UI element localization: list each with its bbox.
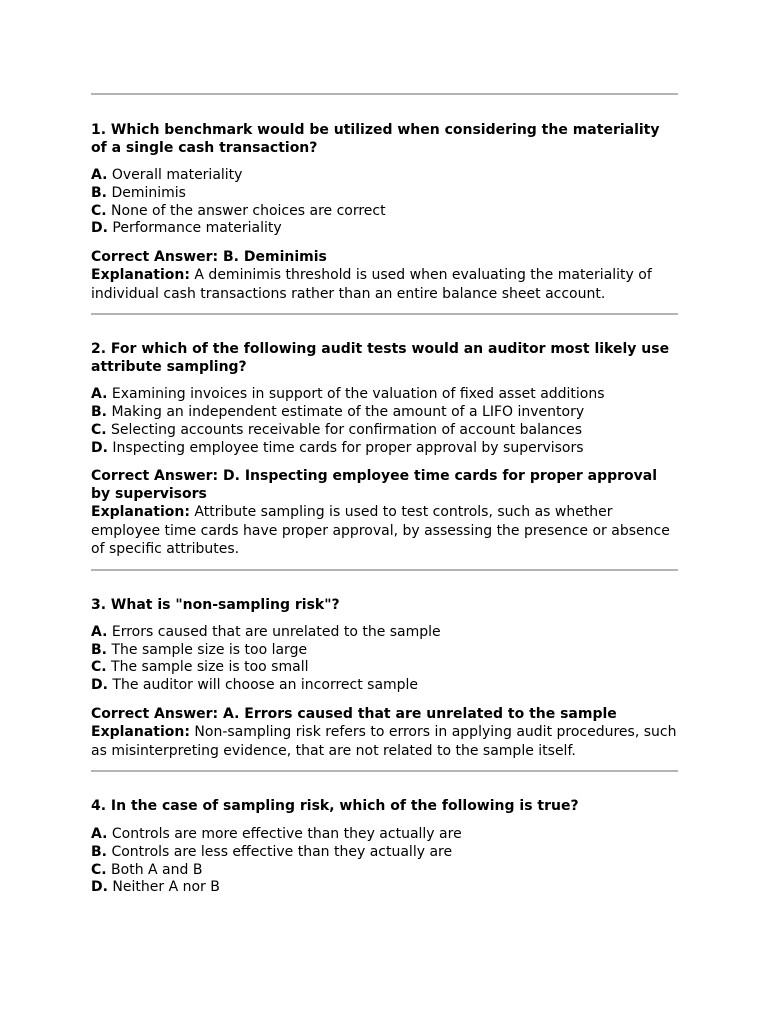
answer-block bbox=[91, 248, 678, 303]
option-letter: B. bbox=[91, 843, 107, 860]
answer-block bbox=[91, 467, 678, 559]
option-letter: C. bbox=[91, 659, 107, 676]
option-letter: A. bbox=[91, 623, 108, 640]
option-a bbox=[91, 826, 678, 844]
divider bbox=[91, 93, 678, 95]
option-c bbox=[91, 659, 678, 677]
option-d bbox=[91, 677, 678, 695]
option-text: Errors caused that are unrelated to the sample bbox=[111, 623, 441, 640]
explanation-text: Attribute sampling is used to test controls, such as whether employee time cards have proper approval, by assessing the presence or absence of specific attributes. bbox=[91, 504, 670, 558]
options-list bbox=[91, 826, 678, 897]
option-a bbox=[91, 167, 678, 185]
question-4 bbox=[91, 797, 678, 897]
option-text: Controls are less effective than they actually are bbox=[111, 843, 453, 860]
option-letter: B. bbox=[91, 403, 107, 420]
correct-answer-text: Correct Answer: A. Errors caused that are unrelated to the sample bbox=[91, 706, 617, 723]
correct-answer-text: Correct Answer: B. Deminimis bbox=[91, 249, 327, 266]
option-text: Inspecting employee time cards for proper approval by supervisors bbox=[112, 439, 584, 456]
question-title: 3. What is "non-sampling risk"? bbox=[91, 596, 340, 613]
option-letter: A. bbox=[91, 826, 108, 843]
option-letter: C. bbox=[91, 421, 107, 438]
option-text: Deminimis bbox=[111, 184, 186, 201]
option-c bbox=[91, 422, 678, 440]
option-b bbox=[91, 404, 678, 422]
correct-answer bbox=[91, 705, 678, 723]
option-c bbox=[91, 862, 678, 880]
explanation-label: Explanation: bbox=[91, 504, 190, 521]
question-title: 2. For which of the following audit tests would an auditor most likely use attribute sampling? bbox=[91, 341, 670, 376]
option-letter: A. bbox=[91, 167, 108, 183]
option-letter: C. bbox=[91, 202, 107, 219]
options-list bbox=[91, 624, 678, 695]
option-letter: B. bbox=[91, 184, 107, 201]
question-2 bbox=[91, 340, 678, 559]
correct-answer bbox=[91, 467, 678, 503]
explanation-label: Explanation: bbox=[91, 267, 190, 284]
option-text: Performance materiality bbox=[112, 220, 282, 237]
option-d bbox=[91, 220, 678, 238]
option-text: None of the answer choices are correct bbox=[111, 202, 386, 219]
question-title: 1. Which benchmark would be utilized when considering the materiality of a single cash transaction? bbox=[91, 122, 660, 156]
options-list bbox=[91, 386, 678, 457]
option-text: The sample size is too large bbox=[111, 641, 308, 658]
correct-answer-text: Correct Answer: D. Inspecting employee time cards for proper approval by supervisors bbox=[91, 468, 658, 503]
correct-answer bbox=[91, 248, 678, 266]
explanation bbox=[91, 503, 678, 559]
option-letter: D. bbox=[91, 879, 108, 896]
explanation-label: Explanation: bbox=[91, 724, 190, 741]
option-text: Controls are more effective than they actually are bbox=[111, 826, 462, 843]
option-text: The sample size is too small bbox=[111, 659, 309, 676]
explanation-text: Non-sampling risk refers to errors in applying audit procedures, such as misinterpreting evidence, that are not related to the sample itself. bbox=[91, 724, 677, 759]
option-letter: D. bbox=[91, 677, 108, 694]
option-text: Both A and B bbox=[111, 861, 203, 878]
divider bbox=[91, 313, 678, 315]
option-letter: B. bbox=[91, 641, 107, 658]
answer-block bbox=[91, 705, 678, 760]
option-a bbox=[91, 624, 678, 642]
explanation bbox=[91, 723, 678, 760]
option-letter: D. bbox=[91, 220, 108, 237]
question-3 bbox=[91, 596, 678, 760]
option-d bbox=[91, 440, 678, 458]
quiz-page bbox=[91, 93, 678, 897]
explanation-text: A deminimis threshold is used when evaluating the materiality of individual cash transactions rather than an entire balance sheet account. bbox=[91, 267, 652, 302]
option-b bbox=[91, 844, 678, 862]
option-text: Overall materiality bbox=[111, 167, 243, 183]
option-text: Examining invoices in support of the valuation of fixed asset additions bbox=[111, 386, 605, 403]
option-letter: A. bbox=[91, 386, 108, 403]
option-text: Selecting accounts receivable for confirmation of account balances bbox=[111, 421, 583, 438]
option-text: Neither A nor B bbox=[112, 879, 220, 896]
option-a bbox=[91, 386, 678, 404]
question-title: 4. In the case of sampling risk, which of the following is true? bbox=[91, 798, 579, 815]
question-1 bbox=[91, 121, 678, 303]
option-text: Making an independent estimate of the amount of a LIFO inventory bbox=[111, 403, 585, 420]
option-c bbox=[91, 203, 678, 221]
option-text: The auditor will choose an incorrect sample bbox=[112, 677, 419, 694]
option-letter: D. bbox=[91, 439, 108, 456]
options-list bbox=[91, 167, 678, 238]
divider bbox=[91, 569, 678, 571]
option-b bbox=[91, 642, 678, 660]
explanation bbox=[91, 266, 678, 303]
option-letter: C. bbox=[91, 861, 107, 878]
option-b bbox=[91, 185, 678, 203]
option-d bbox=[91, 879, 678, 897]
divider bbox=[91, 770, 678, 772]
